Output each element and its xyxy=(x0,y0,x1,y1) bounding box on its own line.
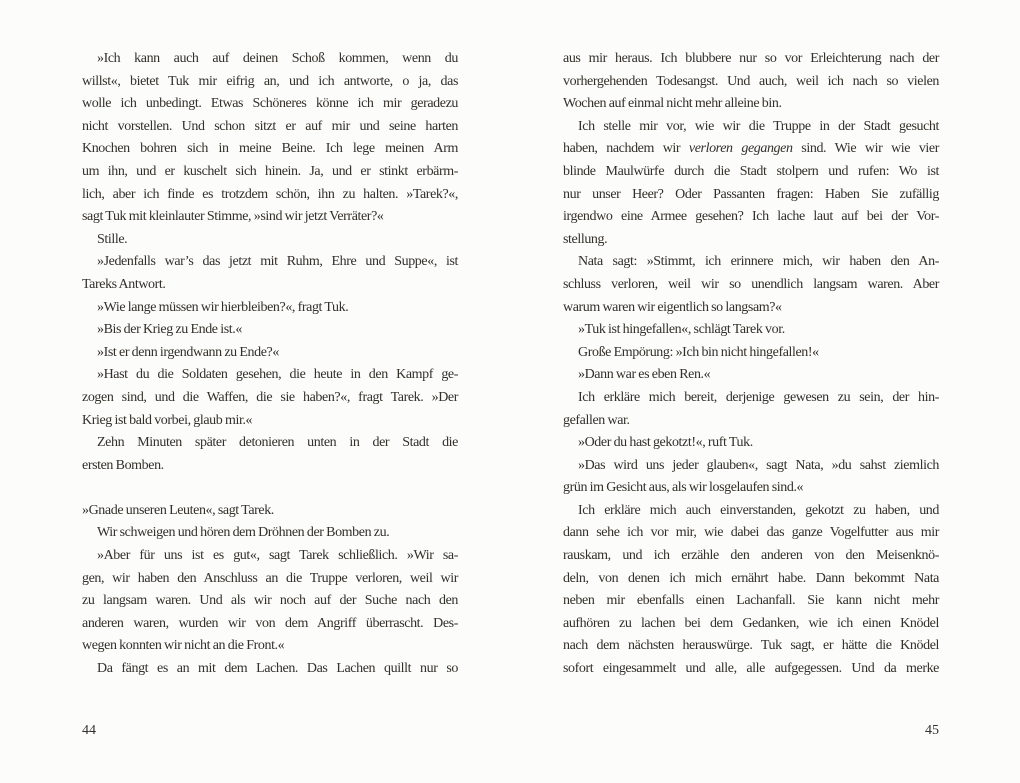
text-line: Tareks Antwort. xyxy=(82,276,166,292)
paragraph xyxy=(563,387,939,432)
page-right-text-block xyxy=(563,48,939,681)
text-line: gen, wir haben den Anschluss an die Truppe verloren, weil wir xyxy=(82,570,458,586)
paragraph xyxy=(82,48,458,229)
text-line: »Wie lange müssen wir hierbleiben?«, fragt Tuk. xyxy=(97,299,349,315)
text-line: warum waren wir eigentlich so langsam?« xyxy=(563,299,782,315)
paragraph xyxy=(563,48,939,116)
text-line: Wir schweigen und hören dem Dröhnen der Bomben zu. xyxy=(97,525,390,541)
paragraph xyxy=(563,455,939,500)
paragraph xyxy=(563,500,939,681)
text-line: grün im Gesicht aus, als wir losgelaufen sind.« xyxy=(563,480,804,496)
text-line: nach dem nächsten herauswürge. Tuk sagt, er hätte die Knödel xyxy=(563,638,939,654)
paragraph xyxy=(82,342,458,365)
paragraph xyxy=(82,364,458,432)
paragraph xyxy=(82,545,458,658)
text-line: sagt Tuk mit kleinlauter Stimme, »sind wir jetzt Verräter?« xyxy=(82,209,384,225)
paragraph xyxy=(82,319,458,342)
text-line: gefallen war. xyxy=(563,412,630,428)
paragraph xyxy=(82,522,458,545)
page-number-left: 44 xyxy=(82,723,96,738)
text-line: Stille. xyxy=(97,231,128,247)
text-line: »Gnade unseren Leuten«, sagt Tarek. xyxy=(82,502,274,518)
text-line: um ihn, und er kuschelt sich hinein. Ja, und er stinkt erbärm- xyxy=(82,163,458,179)
paragraph xyxy=(82,251,458,296)
text-line: neben mir ebenfalls einen Lachanfall. Sie kann nicht mehr xyxy=(563,593,939,609)
text-line: deln, von denen ich mich ernährt habe. Dann bekommt Nata xyxy=(563,570,939,586)
paragraph xyxy=(563,319,939,342)
text-line: zogen sind, und die Waffen, die sie haben?«, fragt Tarek. »Der xyxy=(82,389,458,405)
text-line: stellung. xyxy=(563,231,608,247)
text-line: Krieg ist bald vorbei, glaub mir.« xyxy=(82,412,253,428)
paragraph xyxy=(82,432,458,477)
paragraph xyxy=(563,251,939,319)
text-line: lich, aber ich finde es trotzdem schön, ihn zu halten. »Tarek?«, xyxy=(82,186,458,202)
text-line: »Bis der Krieg zu Ende ist.« xyxy=(97,322,242,338)
text-line: aufhören zu lachen bei dem Gedanken, wie ich einen Knödel xyxy=(563,615,939,631)
page-left-text-block xyxy=(82,48,458,681)
text-line: »Ist er denn irgendwann zu Ende?« xyxy=(97,344,279,360)
text-line: blinde Maulwürfe durch die Stadt stolpern und rufen: Wo ist xyxy=(563,163,939,179)
text-line: vorhergehenden Todesangst. Und auch, weil ich nach so vielen xyxy=(563,73,939,89)
text-line: Knochen bohren sich in meine Beine. Ich lege meinen Arm xyxy=(82,141,458,157)
paragraph xyxy=(563,342,939,365)
text-line: »Hast du die Soldaten gesehen, die heute in den Kampf ge- xyxy=(97,367,458,383)
text-line: Ich erkläre mich bereit, derjenige gewesen zu sein, der hin- xyxy=(578,389,939,405)
paragraph xyxy=(82,500,458,523)
text-line: »Oder du hast gekotzt!«, ruft Tuk. xyxy=(578,435,753,451)
paragraph xyxy=(563,432,939,455)
paragraph xyxy=(82,297,458,320)
text-line: haben, nachdem wir verloren gegangen sind. Wie wir wie vier xyxy=(563,141,939,157)
paragraph xyxy=(82,229,458,252)
text-line: Wochen auf einmal nicht mehr alleine bin. xyxy=(563,96,782,112)
text-line: anderen waren, wurden wir von dem Angriff überrascht. Des- xyxy=(82,615,458,631)
text-line: schluss verloren, weil wir so unendlich langsam waren. Aber xyxy=(563,276,939,292)
text-line: wolle ich unbedingt. Etwas Schöneres könne ich mir geradezu xyxy=(82,96,458,112)
text-line: wegen konnten wir nicht an die Front.« xyxy=(82,638,285,654)
paragraph xyxy=(563,364,939,387)
text-line: »Das wird uns jeder glauben«, sagt Nata, »du sahst ziemlich xyxy=(578,457,939,473)
text-line: »Jedenfalls war’s das jetzt mit Ruhm, Ehre und Suppe«, ist xyxy=(97,254,458,270)
text-line: nur unser Heer? Oder Passanten fragen: Haben Sie zufällig xyxy=(563,186,939,202)
text-line: Da fängt es an mit dem Lachen. Das Lachen quillt nur so xyxy=(97,661,458,677)
page-number-right: 45 xyxy=(925,723,939,738)
text-line: aus mir heraus. Ich blubbere nur so vor Erleichterung nach der xyxy=(563,51,939,66)
text-line: ersten Bomben. xyxy=(82,457,164,473)
text-line: zu langsam waren. Und als wir noch auf der Suche nach den xyxy=(82,593,458,609)
text-line: Nata sagt: »Stimmt, ich erinnere mich, wir haben den An- xyxy=(578,254,939,270)
text-line: willst«, bietet Tuk mir eifrig an, und ich antworte, o ja, das xyxy=(82,73,458,89)
text-line: sofort eingesammelt und alle, alle aufgegessen. Und da merke xyxy=(563,661,939,677)
text-line: »Tuk ist hingefallen«, schlägt Tarek vor. xyxy=(578,322,785,338)
book-page-right xyxy=(510,0,1020,783)
text-line: »Dann war es eben Ren.« xyxy=(578,367,711,383)
text-line: rauskam, und ich erzähle den anderen von den Meisenknö- xyxy=(563,548,939,564)
text-line: »Aber für uns ist es gut«, sagt Tarek schließlich. »Wir sa- xyxy=(97,548,458,564)
text-line: »Ich kann auch auf deinen Schoß kommen, wenn du xyxy=(97,51,458,66)
text-line: irgendwo eine Armee gesehen? Ich lache laut auf bei der Vor- xyxy=(563,209,939,225)
paragraph xyxy=(563,116,939,252)
paragraph xyxy=(82,658,458,681)
text-line: dann sehe ich vor mir, wie dabei das ganze Vogelfutter aus mir xyxy=(563,525,939,541)
text-line: nicht vorstellen. Und schon sitzt er auf mir und seine harten xyxy=(82,118,458,134)
text-line: Ich stelle mir vor, wie wir die Truppe in der Stadt gesucht xyxy=(578,118,939,134)
text-line: Ich erkläre mich auch einverstanden, gekotzt zu haben, und xyxy=(578,502,939,518)
text-line: Zehn Minuten später detonieren unten in der Stadt die xyxy=(97,435,458,451)
text-line: Große Empörung: »Ich bin nicht hingefallen!« xyxy=(578,344,819,360)
